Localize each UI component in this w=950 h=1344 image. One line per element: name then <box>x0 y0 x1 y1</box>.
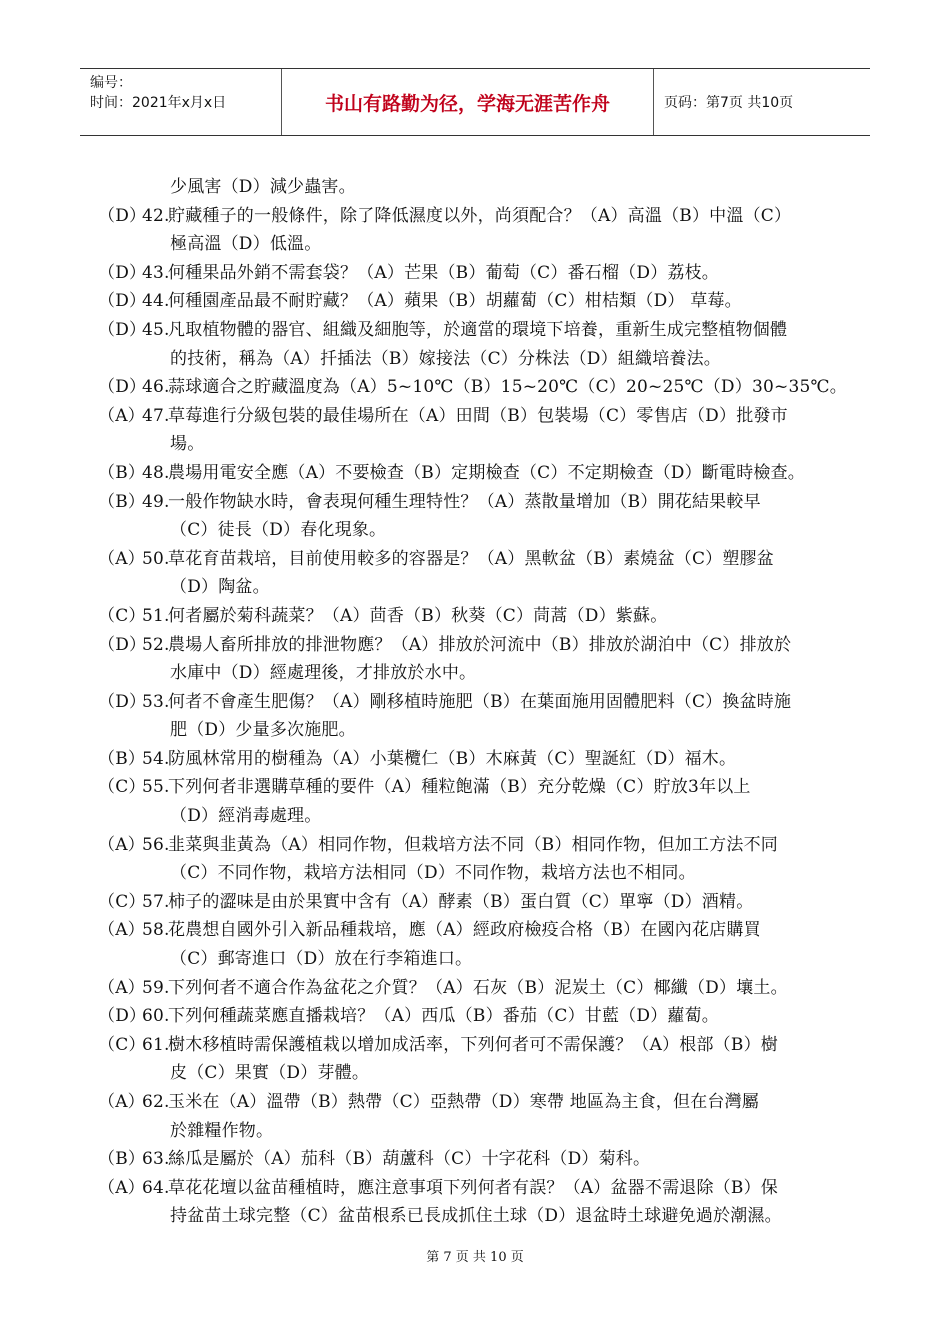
question-item <box>98 688 870 745</box>
question-item <box>98 916 870 973</box>
answer-label: （C） <box>98 891 146 912</box>
question-item <box>98 402 870 459</box>
answer-label: （D） <box>98 319 147 340</box>
question-text-line: 於雜糧作物。 <box>170 1120 274 1141</box>
question-number: 61. <box>142 1034 170 1055</box>
question-number: 54. <box>142 748 170 769</box>
question-text-line: 場。 <box>170 434 205 455</box>
answer-label: （D） <box>98 1006 147 1027</box>
question-item <box>98 773 870 830</box>
question-item <box>98 1174 870 1231</box>
question-text-line: 持盆苗土球完整（C）盆苗根系已長成抓住土球（D）退盆時土球避免過於潮濕。 <box>170 1206 782 1227</box>
answer-label: （D） <box>98 291 147 312</box>
question-item <box>98 545 870 602</box>
question-number: 56. <box>142 834 170 855</box>
question-text-line: 農場用電安全應（A）不要檢查（B）定期檢查（C）不定期檢查（D）斷電時檢查。 <box>168 462 806 483</box>
answer-label: （C） <box>98 777 146 798</box>
question-number: 48. <box>142 462 170 483</box>
question-number: 42. <box>142 205 170 226</box>
question-text-line: 肥（D）少量多次施肥。 <box>170 720 356 741</box>
question-text-line: 草花花壇以盆苗種植時，應注意事項下列何者有誤？（A）盆器不需退除（B）保 <box>168 1177 778 1198</box>
question-item <box>98 745 870 774</box>
question-text-line: （C）不同作物，栽培方法相同（D）不同作物，栽培方法也不相同。 <box>170 863 696 884</box>
question-item <box>98 373 870 402</box>
question-number: 59. <box>142 977 170 998</box>
question-text-line: 柿子的澀味是由於果實中含有（A）酵素（B）蛋白質（C）單寧（D）酒精。 <box>168 891 754 912</box>
question-number: 47. <box>142 405 170 426</box>
question-item <box>98 602 870 631</box>
question-text-line: 何種園產品最不耐貯藏？（A）蘋果（B）胡蘿蔔（C）柑桔類（D） 草莓。 <box>168 291 742 312</box>
question-item <box>98 1002 870 1031</box>
code-label: 编号： <box>90 75 132 91</box>
question-text-line: 玉米在（A）溫帶（B）熱帶（C）亞熱帶（D）寒帶 地區為主食，但在台灣屬 <box>168 1092 760 1112</box>
answer-label: （B） <box>98 748 146 769</box>
question-text-line: 一般作物缺水時，會表現何種生理特性？（A）蒸散量增加（B）開花結果較早 <box>168 491 761 512</box>
question-number: 43. <box>142 262 170 283</box>
question-text-line: 蒜球適合之貯藏溫度為（A）5~10℃（B）15~20℃（C）20~25℃（D）30~35℃。 <box>168 377 847 398</box>
answer-label: （A） <box>98 834 145 855</box>
question-text-line: 下列何種蔬菜應直播栽培？（A）西瓜（B）番茄（C）甘藍（D）蘿蔔。 <box>168 1006 720 1027</box>
answer-label: （B） <box>98 462 146 483</box>
question-number: 45. <box>142 319 170 340</box>
question-text-line: 樹木移植時需保護植栽以增加成活率，下列何者可不需保護？（A）根部（B）樹 <box>168 1034 778 1055</box>
question-item <box>98 631 870 688</box>
question-text-line: （C）徒長（D）春化現象。 <box>170 520 387 541</box>
question-item <box>98 831 870 888</box>
answer-label: （A） <box>98 1177 145 1198</box>
question-number: 53. <box>142 691 170 712</box>
question-text-line: 草花育苗栽培，目前使用較多的容器是？（A）黑軟盆（B）素燒盆（C）塑膠盆 <box>168 548 774 569</box>
question-text-line: 何者不會產生肥傷？（A）剛移植時施肥（B）在葉面施用固體肥料（C）換盆時施 <box>168 691 792 712</box>
question-text-line: 少風害（D）減少蟲害。 <box>170 177 356 197</box>
question-text-line: 農場人畜所排放的排泄物應？（A）排放於河流中（B）排放於湖泊中（C）排放於 <box>168 634 792 655</box>
question-text-line: 韭菜與韭黃為（A）相同作物，但栽培方法不同（B）相同作物，但加工方法不同 <box>168 834 778 855</box>
question-item <box>98 1088 870 1145</box>
question-text-line: 凡取植物體的器官、組織及細胞等，於適當的環境下培養，重新生成完整植物個體 <box>168 319 788 340</box>
answer-label: （D） <box>98 205 147 226</box>
question-item <box>98 888 870 917</box>
answer-label: （D） <box>98 691 147 712</box>
question-text-line: 何者屬於菊科蔬菜？（A）茴香（B）秋葵（C）茼蒿（D）紫蘇。 <box>168 605 668 626</box>
question-text-line: 花農想自國外引入新品種栽培，應（A）經政府檢疫合格（B）在國內花店購買 <box>168 920 761 941</box>
question-number: 64. <box>142 1177 170 1198</box>
question-text-line: 水庫中（D）經處理後，才排放於水中。 <box>170 663 477 684</box>
question-number: 46. <box>142 377 170 398</box>
answer-label: （C） <box>98 1034 146 1055</box>
answer-label: （A） <box>98 405 145 426</box>
answer-label: （A） <box>98 1092 145 1112</box>
header-motto: 书山有路勤为径，学海无涯苦作舟 <box>282 69 654 135</box>
page-footer: 第 7 页 共 10 页 <box>426 1250 524 1265</box>
question-list <box>98 173 870 1231</box>
question-number: 58. <box>142 920 170 941</box>
answer-label: （A） <box>98 977 145 998</box>
date-label: 时间：2021年x月x日 <box>90 95 227 111</box>
question-item <box>98 488 870 545</box>
question-text-line: 絲瓜是屬於（A）茄科（B）葫蘆科（C）十字花科（D）菊科。 <box>168 1149 651 1170</box>
question-number: 52. <box>142 634 170 655</box>
question-text-line: 極高溫（D）低溫。 <box>170 234 322 255</box>
header-page-info: 页码：第7页 共10页 <box>664 95 794 111</box>
header-info-cell <box>80 69 282 135</box>
answer-label: （A） <box>98 920 145 941</box>
question-item <box>98 316 870 373</box>
question-text-line: （D）經消毒處理。 <box>170 806 322 827</box>
question-item <box>98 1145 870 1174</box>
question-number: 63. <box>142 1149 170 1170</box>
question-text-line: 的技術，稱為（A）扦插法（B）嫁接法（C）分株法（D）組織培養法。 <box>170 348 722 369</box>
answer-label: （D） <box>98 377 147 398</box>
question-number: 44. <box>142 291 170 312</box>
question-text-line: 下列何者非選購草種的要件（A）種粒飽滿（B）充分乾燥（C）貯放3年以上 <box>168 777 751 798</box>
question-item <box>98 287 870 316</box>
question-number: 57. <box>142 891 170 912</box>
question-item <box>98 974 870 1003</box>
question-text-line: 下列何者不適合作為盆花之介質？（A）石灰（B）泥炭土（C）椰纖（D）壤土。 <box>168 977 788 998</box>
question-item <box>98 202 870 259</box>
question-number: 50. <box>142 548 170 569</box>
question-number: 60. <box>142 1006 170 1027</box>
question-text-line: 草莓進行分級包裝的最佳場所在（A）田間（B）包裝場（C）零售店（D）批發市 <box>168 405 788 426</box>
question-item <box>98 173 870 202</box>
question-item <box>98 459 870 488</box>
answer-label: （D） <box>98 262 147 283</box>
question-text-line: 何種果品外銷不需套袋？（A）芒果（B）葡萄（C）番石榴（D）荔枝。 <box>168 262 720 283</box>
question-item <box>98 1031 870 1088</box>
document-header <box>80 68 870 136</box>
question-text-line: 皮（C）果實（D）芽體。 <box>170 1063 370 1084</box>
question-number: 55. <box>142 777 170 798</box>
answer-label: （D） <box>98 634 147 655</box>
question-text-line: 貯藏種子的一般條件，除了降低濕度以外，尚須配合？（A）高溫（B）中溫（C） <box>168 205 792 226</box>
question-item <box>98 259 870 288</box>
question-number: 49. <box>142 491 170 512</box>
question-text-line: 防風林常用的樹種為（A）小葉欖仁（B）木麻黃（C）聖誕紅（D）福木。 <box>168 748 737 769</box>
answer-label: （C） <box>98 605 146 626</box>
answer-label: （B） <box>98 1149 146 1170</box>
answer-label: （A） <box>98 548 145 569</box>
question-number: 62. <box>142 1092 170 1112</box>
question-number: 51. <box>142 605 170 626</box>
question-text-line: （C）郵寄進口（D）放在行李箱進口。 <box>170 949 473 970</box>
question-text-line: （D）陶盆。 <box>170 577 270 598</box>
answer-label: （B） <box>98 491 146 512</box>
